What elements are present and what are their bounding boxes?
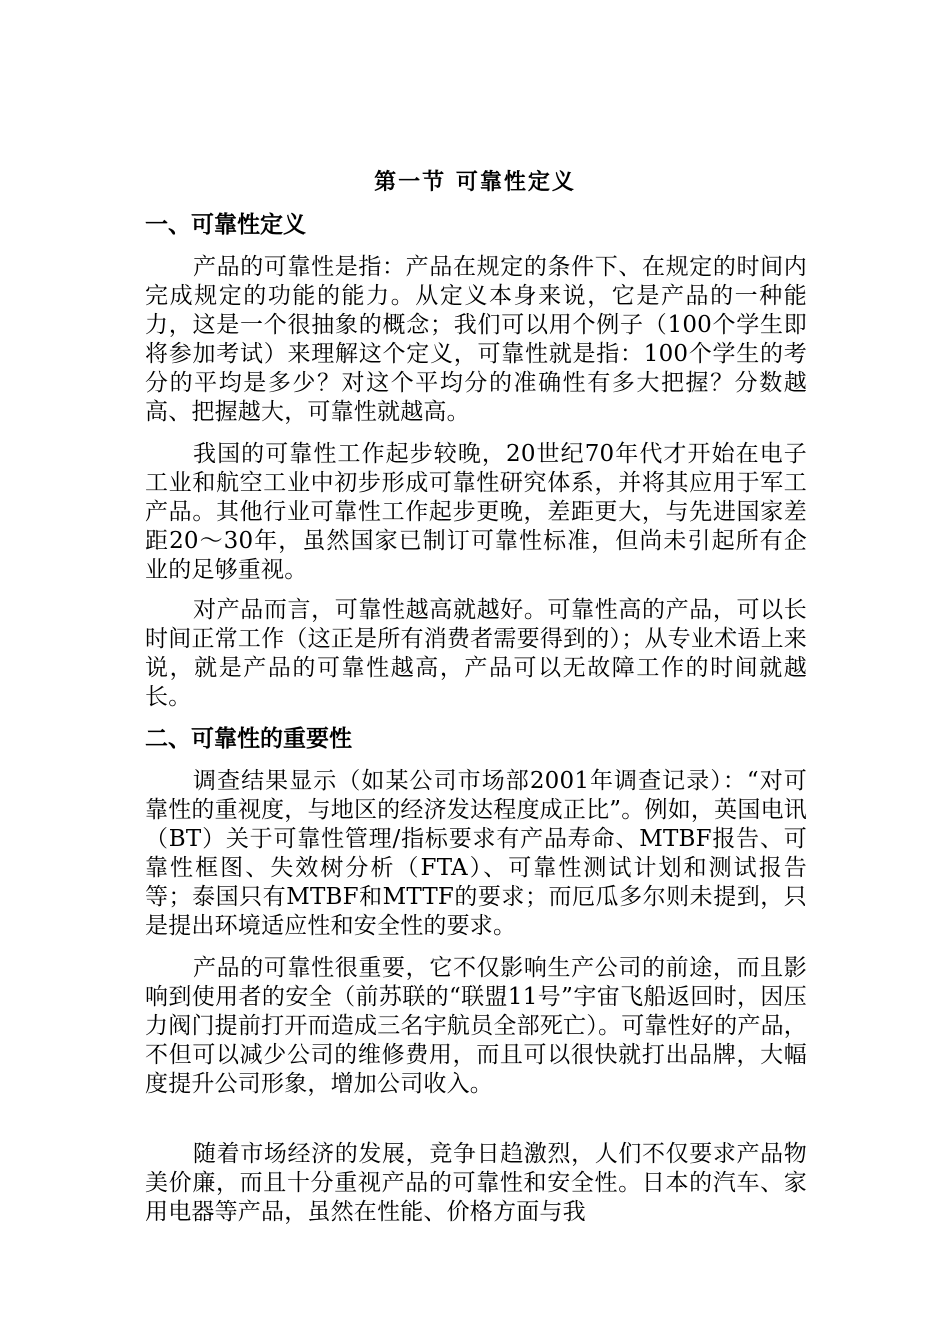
paragraph-3: 对产品而言，可靠性越高就越好。可靠性高的产品，可以长时间正常工作（这正是所有消费者需要得到的）；从专业术语上来说，就是产品的可靠性越高，产品可以无故障工作的时间就越长。 bbox=[145, 597, 807, 710]
paragraph-6: 随着市场经济的发展，竞争日趋激烈，人们不仅要求产品物美价廉，而且十分重视产品的可靠性和安全性。日本的汽车、家用电器等产品，虽然在性能、价格方面与我 bbox=[145, 1141, 807, 1225]
heading-reliability-definition: 一、可靠性定义 bbox=[145, 212, 306, 238]
paragraph-4: 调查结果显示（如某公司市场部2001年调查记录）：“对可靠性的重视度，与地区的经济发达程度成正比”。例如，英国电讯（BT）关于可靠性管理/指标要求有产品寿命、MTBF报告、可靠性框图、失效树分析（FTA）、可靠性测试计划和测试报告等；泰国只有MTBF和MTTF的要求；而厄瓜多尔则未提到，只是提出环境适应性和安全性的要求。 bbox=[145, 768, 807, 939]
paragraph-5: 产品的可靠性很重要，它不仅影响生产公司的前途，而且影响到使用者的安全（前苏联的“联盟11号”宇宙飞船返回时，因压力阀门提前打开而造成三名宇航员全部死亡）。可靠性好的产品，不但可以减少公司的维修费用，而且可以很快就打出品牌，大幅度提升公司形象，增加公司收入。 bbox=[145, 955, 807, 1097]
paragraph-2: 我国的可靠性工作起步较晚，20世纪70年代才开始在电子工业和航空工业中初步形成可靠性研究体系，并将其应用于军工产品。其他行业可靠性工作起步更晚，差距更大，与先进国家差距20～30年，虽然国家已制订可靠性标准，但尚未引起所有企业的足够重视。 bbox=[145, 441, 807, 583]
paragraph-1: 产品的可靠性是指：产品在规定的条件下、在规定的时间内完成规定的功能的能力。从定义本身来说，它是产品的一种能力，这是一个很抽象的概念；我们可以用个例子（100个学生即将参加考试）来理解这个定义，可靠性就是指：100个学生的考分的平均是多少？对这个平均分的准确性有多大把握？分数越高、把握越大，可靠性就越高。 bbox=[145, 254, 807, 425]
heading-reliability-importance: 二、可靠性的重要性 bbox=[145, 726, 352, 752]
section-title: 第一节 可靠性定义 bbox=[374, 169, 576, 195]
